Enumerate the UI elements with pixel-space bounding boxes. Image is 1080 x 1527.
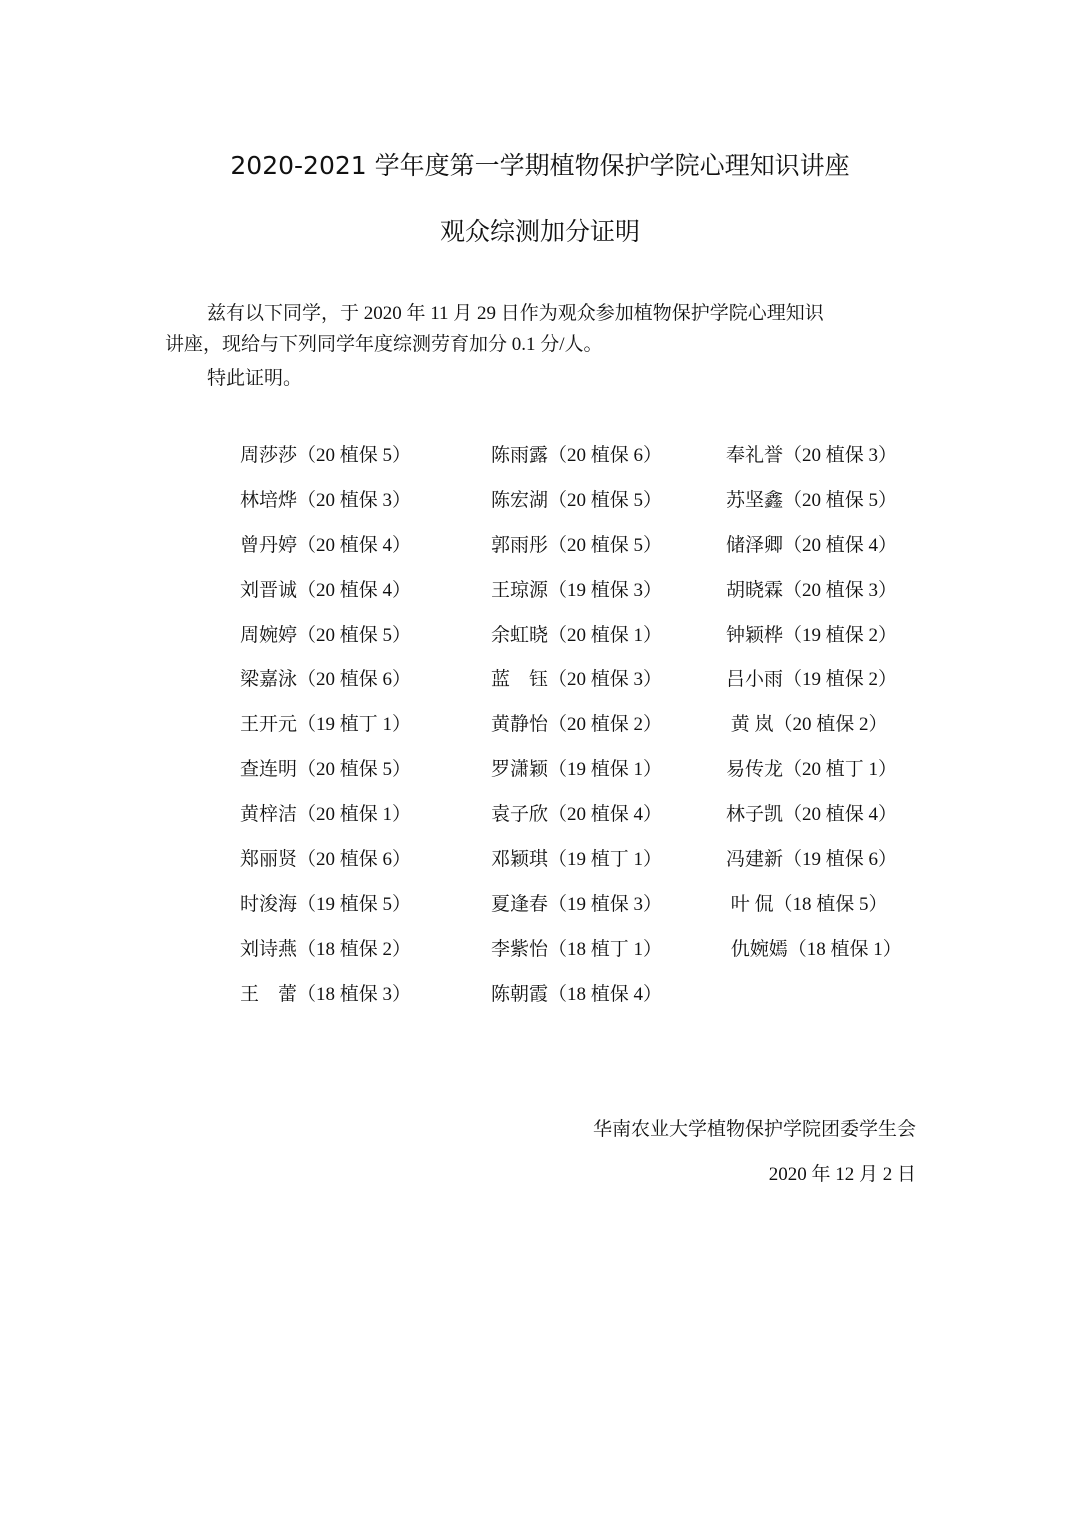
- name-row: [0, 934, 1080, 979]
- student-entry: 冯建新（19 植保 6）: [726, 849, 898, 871]
- student-entry: 刘晋诚（20 植保 4）: [240, 579, 412, 601]
- student-entry: 时浚海（19 植保 5）: [240, 893, 412, 915]
- student-entry: 刘诗燕（18 植保 2）: [240, 938, 412, 960]
- student-name-list: [0, 440, 1080, 1024]
- issue-date: 2020 年 12 月 2 日: [768, 1164, 916, 1185]
- student-entry: 曾丹婷（20 植保 4）: [240, 534, 412, 556]
- name-row: [0, 799, 1080, 844]
- student-entry: 易传龙（20 植丁 1）: [726, 759, 898, 781]
- student-entry: 王开元（19 植丁 1）: [240, 714, 412, 736]
- student-entry: 吕小雨（19 植保 2）: [726, 669, 898, 691]
- student-entry: 梁嘉泳（20 植保 6）: [240, 669, 412, 691]
- name-row: [0, 754, 1080, 799]
- issuing-organization: 华南农业大学植物保护学院团委学生会: [592, 1119, 916, 1140]
- student-entry: 袁子欣（20 植保 4）: [491, 804, 663, 826]
- student-entry: 储泽卿（20 植保 4）: [726, 534, 898, 556]
- name-row: [0, 889, 1080, 934]
- name-row: [0, 575, 1080, 620]
- document-title-line1: 2020-2021 学年度第一学期植物保护学院心理知识讲座: [230, 151, 850, 180]
- student-entry: 余虹晓（20 植保 1）: [491, 624, 663, 646]
- student-entry: 叶 侃（18 植保 5）: [726, 893, 888, 915]
- student-entry: 王琼源（19 植保 3）: [491, 579, 663, 601]
- student-entry: 周婉婷（20 植保 5）: [240, 624, 412, 646]
- name-row: [0, 979, 1080, 1024]
- student-entry: 查连明（20 植保 5）: [240, 759, 412, 781]
- student-entry: 林子凯（20 植保 4）: [726, 804, 898, 826]
- student-entry: 奉礼誉（20 植保 3）: [726, 445, 898, 466]
- student-entry: 黄静怡（20 植保 2）: [491, 714, 663, 736]
- intro-paragraph-line2: 讲座，现给与下列同学年度综测劳育加分 0.1 分/人。: [165, 334, 603, 355]
- intro-paragraph-line1: 兹有以下同学，于 2020 年 11 月 29 日作为观众参加植物保护学院心理知识: [207, 303, 824, 324]
- student-entry: 苏坚鑫（20 植保 5）: [726, 489, 898, 511]
- student-entry: 林培烨（20 植保 3）: [240, 489, 412, 511]
- student-entry: 郑丽贤（20 植保 6）: [240, 849, 412, 871]
- student-entry: 罗潇颖（19 植保 1）: [491, 759, 663, 781]
- name-row: [0, 440, 1080, 485]
- student-entry: 胡晓霖（20 植保 3）: [726, 579, 898, 601]
- certification-statement: 特此证明。: [207, 368, 303, 389]
- student-entry: 陈雨露（20 植保 6）: [491, 445, 663, 466]
- student-entry: 黄梓洁（20 植保 1）: [240, 804, 412, 826]
- name-row: [0, 844, 1080, 889]
- document-title-line2: 观众综测加分证明: [439, 217, 640, 246]
- name-row: [0, 664, 1080, 709]
- name-row: [0, 530, 1080, 575]
- student-entry: 周莎莎（20 植保 5）: [240, 445, 412, 466]
- student-entry: 邓颖琪（19 植丁 1）: [491, 849, 663, 871]
- student-entry: 夏逢春（19 植保 3）: [491, 893, 663, 915]
- name-row: [0, 709, 1080, 754]
- student-entry: 郭雨彤（20 植保 5）: [491, 534, 663, 556]
- name-row: [0, 485, 1080, 530]
- student-entry: 钟颖桦（19 植保 2）: [726, 624, 898, 646]
- student-entry: 李紫怡（18 植丁 1）: [491, 938, 663, 960]
- student-entry: 仇婉嫣（18 植保 1）: [726, 938, 902, 960]
- name-row: [0, 620, 1080, 665]
- student-entry: 陈朝霞（18 植保 4）: [491, 983, 663, 1005]
- student-entry: 蓝 钰（20 植保 3）: [491, 669, 663, 691]
- student-entry: 陈宏湖（20 植保 5）: [491, 489, 663, 511]
- student-entry: 王 蕾（18 植保 3）: [240, 983, 412, 1005]
- student-entry: 黄 岚（20 植保 2）: [726, 714, 888, 736]
